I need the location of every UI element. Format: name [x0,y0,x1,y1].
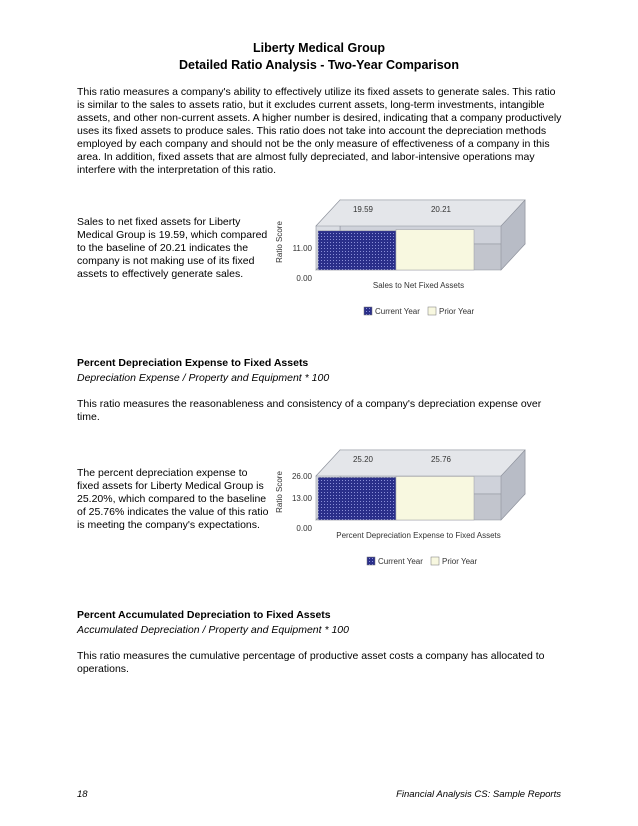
bar-current-year [318,231,396,270]
legend-swatch-current-year [367,557,375,565]
legend-swatch-prior-year [431,557,439,565]
chart-svg [272,440,562,575]
legend-current-year: Current Year [378,557,423,566]
legend-swatch-prior-year [428,307,436,315]
bar-prior-year [396,230,474,270]
data-label: 19.59 [352,205,374,214]
chart-sales-to-net-fixed-assets [272,190,562,330]
y-tick-label: 0.00 [296,274,312,283]
data-label: 20.21 [430,205,452,214]
y-tick-label: 26.00 [291,472,312,481]
section2-summary: The percent depreciation expense to fixed assets for Liberty Medical Group is 25.20%, which compared to the baseline of 25.76% indicates the value of this ratio is meeting the company's expectations. [77,467,269,531]
legend-prior-year: Prior Year [439,307,475,316]
data-label: 25.76 [430,455,452,464]
legend-prior-year: Prior Year [442,557,478,566]
section1-intro: This ratio measures a company's ability to effectively utilize its fixed assets to generate sales. This ratio is similar to the sales to assets ratio, but it excludes current assets, long-term investments, intangible assets, and other non-current assets. A higher number is desired, indicating that a company productively uses its fixed assets to produce sales. This ratio does not take into account the depreciation methods employed by each company and should not be the only measure of effectiveness of a company in this area. In addition, fixed assets that are almost fully depreciated, and labor-intensive operations may interfere with the interpretation of this ratio. [77,86,562,176]
chart-top-face [316,450,525,476]
data-label: 25.20 [352,455,374,464]
report-name: Financial Analysis CS: Sample Reports [396,789,561,800]
y-tick-label: 13.00 [291,494,312,503]
chart-top-face [316,200,525,226]
x-axis-label: Percent Depreciation Expense to Fixed Assets [336,531,501,540]
bar-prior-year [396,476,474,520]
y-tick-label: 0.00 [296,524,312,533]
y-axis-label: Ratio Score [275,471,284,513]
section1-summary: Sales to net fixed assets for Liberty Medical Group is 19.59, which compared to the baseline of 20.21 indicates the company is not making use of its fixed assets to effectively generate sales. [77,216,268,280]
chart-svg [272,190,562,325]
section2-formula: Depreciation Expense / Property and Equipment * 100 [77,372,330,384]
bar-current-year [318,477,396,520]
page-number: 18 [77,789,88,800]
section2-heading: Percent Depreciation Expense to Fixed Assets [77,357,309,369]
section3-intro: This ratio measures the cumulative percentage of productive asset costs a company has allocated to operations. [77,650,545,675]
report-subtitle: Detailed Ratio Analysis - Two-Year Comparison [179,58,459,72]
report-company-title: Liberty Medical Group [253,41,385,55]
section3-heading: Percent Accumulated Depreciation to Fixed Assets [77,609,331,621]
y-tick-label: 11.00 [292,244,312,253]
y-axis-label: Ratio Score [275,221,284,263]
chart-percent-depreciation-expense [272,440,562,580]
x-axis-label: Sales to Net Fixed Assets [372,281,465,290]
section2-intro: This ratio measures the reasonableness and consistency of a company's depreciation expense over time. [77,398,542,423]
legend-swatch-current-year [364,307,372,315]
legend-current-year: Current Year [375,307,420,316]
section3-formula: Accumulated Depreciation / Property and Equipment * 100 [77,624,349,636]
